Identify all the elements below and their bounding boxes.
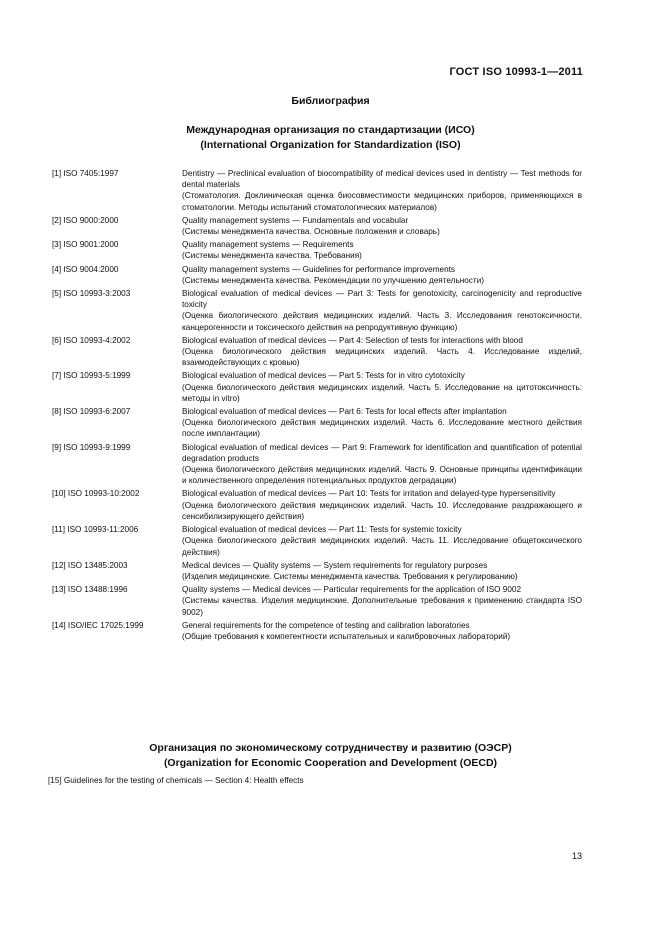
reference-title-en: Quality systems — Medical devices — Particular requirements for the application of ISO 9002: [182, 585, 522, 595]
oecd-heading: [0, 741, 661, 771]
reference-title-ru: (Стоматология. Доклиническая оценка биосовместимости медицинских приборов, применяющихся в стоматологии. Методы испытаний стоматологических материалов): [182, 191, 582, 212]
reference-body: [182, 488, 582, 522]
bibliography-title: Библиография: [291, 95, 370, 107]
page-number: 13: [571, 851, 582, 861]
reference-label: [12] ISO 13485:2003: [52, 560, 128, 570]
reference-item: [52, 584, 582, 618]
reference-title-en: Biological evaluation of medical devices — Part 11: Tests for systemic toxicity: [182, 525, 462, 535]
reference-body: [182, 264, 582, 286]
reference-item: [52, 215, 582, 237]
reference-body: [182, 335, 582, 369]
reference-item: [52, 335, 582, 369]
reference-item: [52, 442, 582, 487]
reference-item: [52, 168, 582, 213]
reference-title-en: Dentistry — Preclinical evaluation of biocompatibility of medical devices used in dentistry — Test methods for dental materials: [182, 169, 582, 190]
reference-label: [6] ISO 10993-4:2002: [52, 335, 131, 345]
reference-body: [182, 560, 582, 582]
reference-item: [52, 370, 582, 404]
oecd-heading-en: (Organization for Economic Cooperation and Development (OECD): [163, 757, 498, 769]
reference-title-ru: (Системы менеджмента качества. Рекомендации по улучшению деятельности): [182, 275, 484, 285]
oecd-heading-ru: Организация по экономическому сотрудничеству и развитию (ОЭСР): [149, 742, 512, 754]
reference-item: [52, 406, 582, 440]
reference-title-en: General requirements for the competence of testing and calibration laboratories: [182, 620, 470, 630]
reference-title-en: Biological evaluation of medical devices — Part 6: Tests for local effects after implantation: [182, 407, 507, 417]
reference-label: [9] ISO 10993-9:1999: [52, 442, 131, 452]
reference-title-ru: (Оценка биологического действия медицинских изделий. Часть 11. Исследование общетоксического действия): [182, 536, 582, 557]
reference-list: [52, 168, 582, 644]
reference-item: [52, 524, 582, 558]
document-code: ГОСТ ISO 10993-1—2011: [449, 66, 583, 78]
reference-title-ru: (Системы менеджмента качества. Основные положения и словарь): [182, 227, 440, 237]
reference-title-ru: (Изделия медицинские. Системы менеджмента качества. Требования к регулированию): [182, 571, 518, 581]
reference-body: [182, 406, 582, 440]
reference-body: [182, 524, 582, 558]
reference-item: [52, 288, 582, 333]
reference-title-ru: (Общие требования к компетентности испытательных и калибровочных лабораторий): [182, 631, 511, 641]
reference-label: [11] ISO 10993-11:2006: [52, 525, 139, 535]
reference-title-en: Biological evaluation of medical devices — Part 5: Tests for in vitro cytotoxicity: [182, 371, 465, 381]
reference-label: [8] ISO 10993-6:2007: [52, 407, 131, 417]
reference-label: [1] ISO 7405:1997: [52, 169, 119, 178]
iso-heading-en: (International Organization for Standardization (ISO): [200, 139, 461, 151]
reference-title-ru: (Оценка биологического действия медицинских изделий. Часть 6. Исследование местного действия после имплантации): [182, 418, 582, 439]
reference-label: [5] ISO 10993-3:2003: [52, 289, 131, 299]
reference-label: [14] ISO/IEC 17025:1999: [52, 620, 144, 630]
reference-label: [13] ISO 13488:1996: [52, 585, 128, 595]
reference-item: [52, 488, 582, 522]
reference-label: [10] ISO 10993-10:2002: [52, 489, 140, 499]
reference-label: [4] ISO 9004:2000: [52, 264, 119, 274]
reference-title-ru: (Оценка биологического действия медицинских изделий. Часть 3. Исследования генотоксичности, канцерогенности и токсического действия на репродуктивную функцию): [182, 311, 582, 332]
reference-label: [3] ISO 9001:2000: [52, 240, 119, 250]
reference-title-en: Quality management systems — Guidelines for performance improvements: [182, 264, 456, 274]
reference-item: [52, 264, 582, 286]
reference-body: [182, 584, 582, 618]
reference-body: [182, 288, 582, 333]
reference-body: [182, 215, 582, 237]
iso-heading-ru: Международная организация по стандартизации (ИСО): [186, 124, 475, 136]
reference-item: [52, 239, 582, 261]
reference-title-ru: (Оценка биологического действия медицинских изделий. Часть 10. Исследование раздражающего и сенсибилизирующего действия): [182, 500, 582, 521]
reference-body: [182, 239, 582, 261]
reference-item: [52, 620, 582, 642]
reference-title-en: Biological evaluation of medical devices — Part 9: Framework for identification and quantification of potential degradation products: [182, 442, 582, 463]
reference-body: [182, 442, 582, 487]
iso-heading: [0, 123, 661, 153]
reference-title-en: Quality management systems — Fundamentals and vocabular: [182, 215, 409, 225]
reference-title-ru: (Оценка биологического действия медицинских изделий. Часть 5. Исследование на цитотоксичность: методы in vitro): [182, 382, 582, 403]
oecd-reference: [15] Guidelines for the testing of chemicals — Section 4: Health effects: [48, 776, 304, 785]
reference-title-en: Medical devices — Quality systems — System requirements for regulatory purposes: [182, 560, 488, 570]
reference-body: [182, 168, 582, 213]
reference-title-ru: (Системы качества. Изделия медицинские. Дополнительные требования к применению стандарта ISO 9002): [182, 596, 582, 617]
reference-body: [182, 370, 582, 404]
reference-body: [182, 620, 582, 642]
reference-title-ru: (Оценка биологического действия медицинских изделий. Часть 9. Основные принципы идентификации и количественного определения потенциальных продуктов деградации): [182, 465, 582, 486]
reference-title-en: Biological evaluation of medical devices — Part 3: Tests for genotoxicity, carcinogenicity and reproductive toxicity: [182, 289, 582, 310]
reference-title-ru: (Оценка биологического действия медицинских изделий. Часть 4. Исследование изделий, взаимодействующих с кровью): [182, 347, 582, 368]
reference-title-ru: (Системы менеджмента качества. Требования): [182, 251, 362, 261]
reference-title-en: Biological evaluation of medical devices — Part 10: Tests for irritation and delayed-type hypersensitivity: [182, 489, 556, 499]
reference-item: [52, 560, 582, 582]
reference-title-en: Biological evaluation of medical devices — Part 4: Selection of tests for interactions with blood: [182, 335, 523, 345]
reference-title-en: Quality management systems — Requirements: [182, 240, 354, 250]
reference-label: [2] ISO 9000:2000: [52, 215, 119, 225]
reference-label: [7] ISO 10993-5:1999: [52, 371, 131, 381]
